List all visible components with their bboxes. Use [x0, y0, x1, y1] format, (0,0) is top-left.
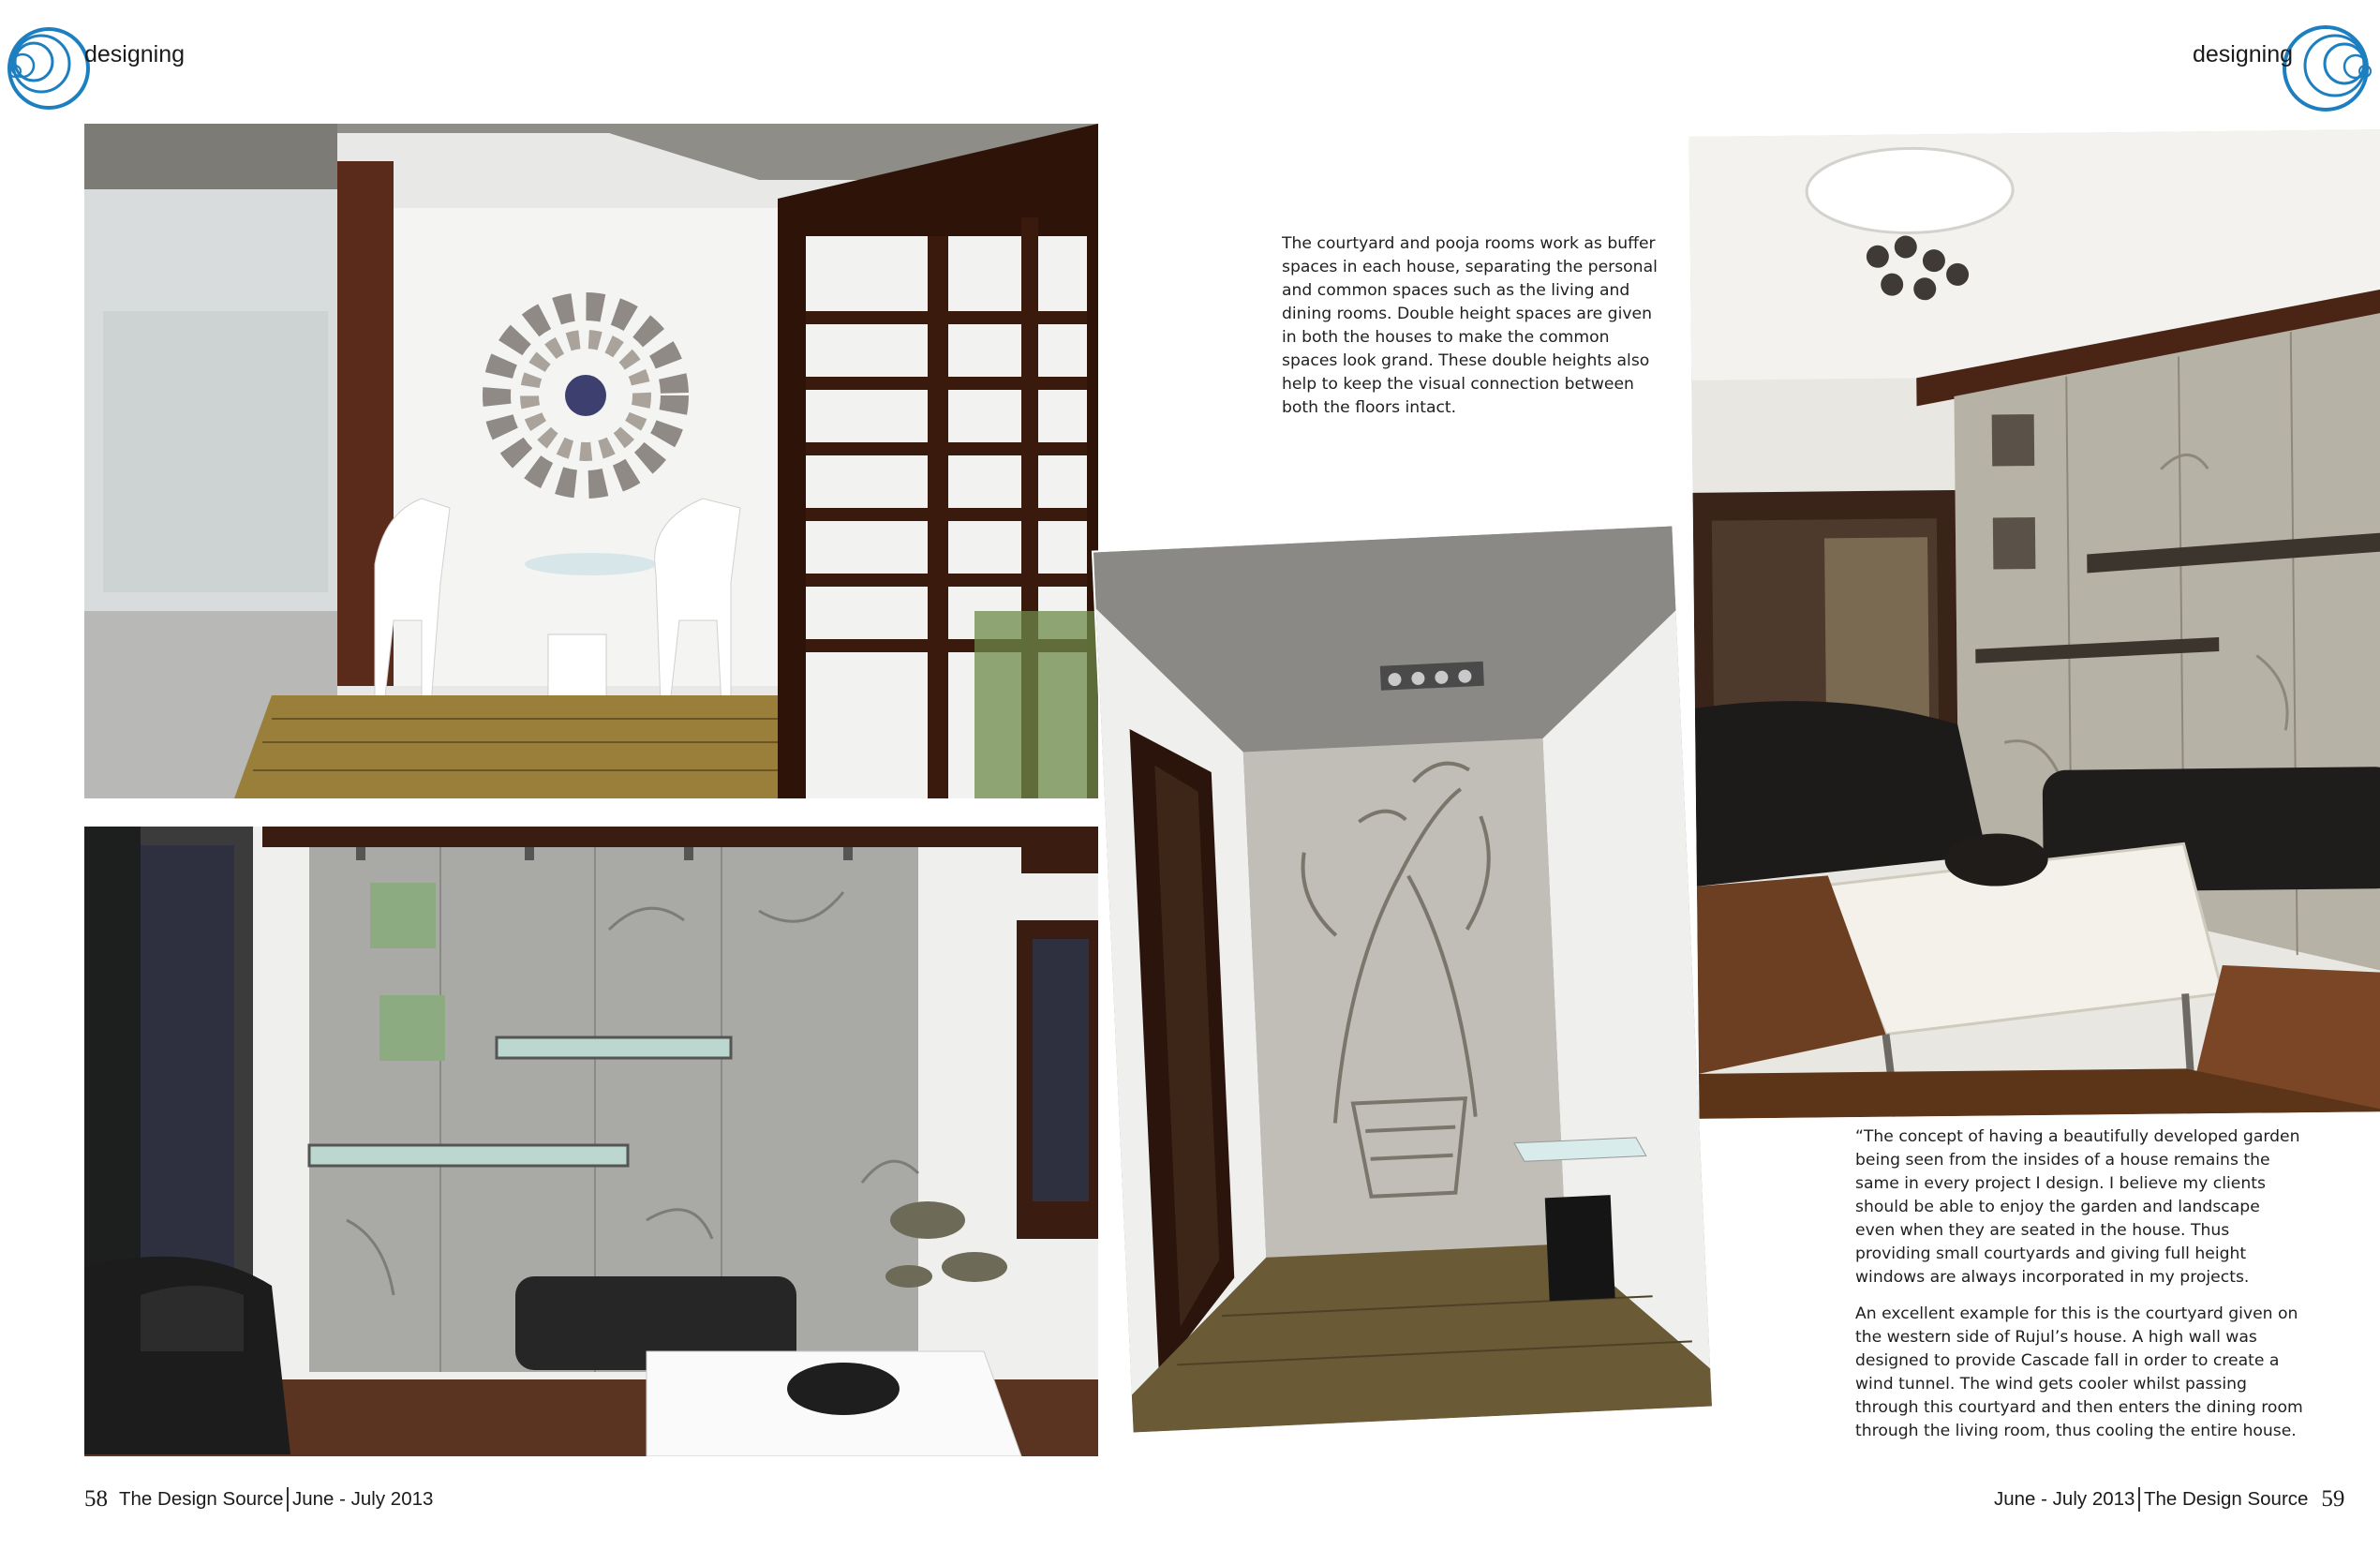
photo-living-room-chandelier: [1689, 129, 2380, 1119]
intro-paragraph: The courtyard and pooja rooms work as buffer spaces in each house, separating the personal and common spaces such as the living and dining rooms. Double height spaces are given in both the houses to make the common spaces look grand. These double heights also help to keep the visual connection between both the floors intact.: [1282, 234, 1658, 417]
page-number-left: 58: [84, 1486, 108, 1512]
photo-living-room-wall: [84, 827, 1098, 1456]
section-label-right: designing: [2193, 41, 2294, 67]
section-label-left: designing: [84, 41, 186, 67]
article-intro-text: [1282, 232, 1659, 433]
issue-date-right: June - July 2013: [1994, 1488, 2135, 1510]
article-quote-text: [1855, 1125, 2303, 1456]
photo-pooja-room: [1093, 526, 1712, 1432]
footer-divider-left: [287, 1487, 289, 1512]
swirl-ornament-left-icon: [0, 17, 103, 120]
photo-dining-nook: [84, 124, 1098, 798]
magazine-title-left: The Design Source: [119, 1488, 284, 1510]
swirl-ornament-right-icon: [2258, 17, 2380, 120]
example-paragraph: An excellent example for this is the courtyard given on the western side of Rujul’s house. A high wall was designed to provide Cascade fall in order to create a wind tunnel. The wind gets cooler whilst passing through this courtyard and then enters the dining room through the living room, thus cooling the entire house.: [1855, 1304, 2303, 1440]
footer-divider-right: [2138, 1487, 2140, 1512]
quote-paragraph: “The concept of having a beautifully developed garden being seen from the insides of a house remains the same in every project I design. I believe my clients should be able to enjoy the garden and landscape even when they are seated in the house. Thus providing small courtyards and giving full height windows are always incorporated in my projects.: [1855, 1127, 2300, 1287]
footer-right: [1994, 1486, 2344, 1513]
footer-left: [84, 1486, 433, 1513]
issue-date-left: June - July 2013: [291, 1488, 434, 1510]
page-number-right: 59: [2321, 1486, 2345, 1512]
magazine-title-right: The Design Source: [2143, 1488, 2309, 1510]
